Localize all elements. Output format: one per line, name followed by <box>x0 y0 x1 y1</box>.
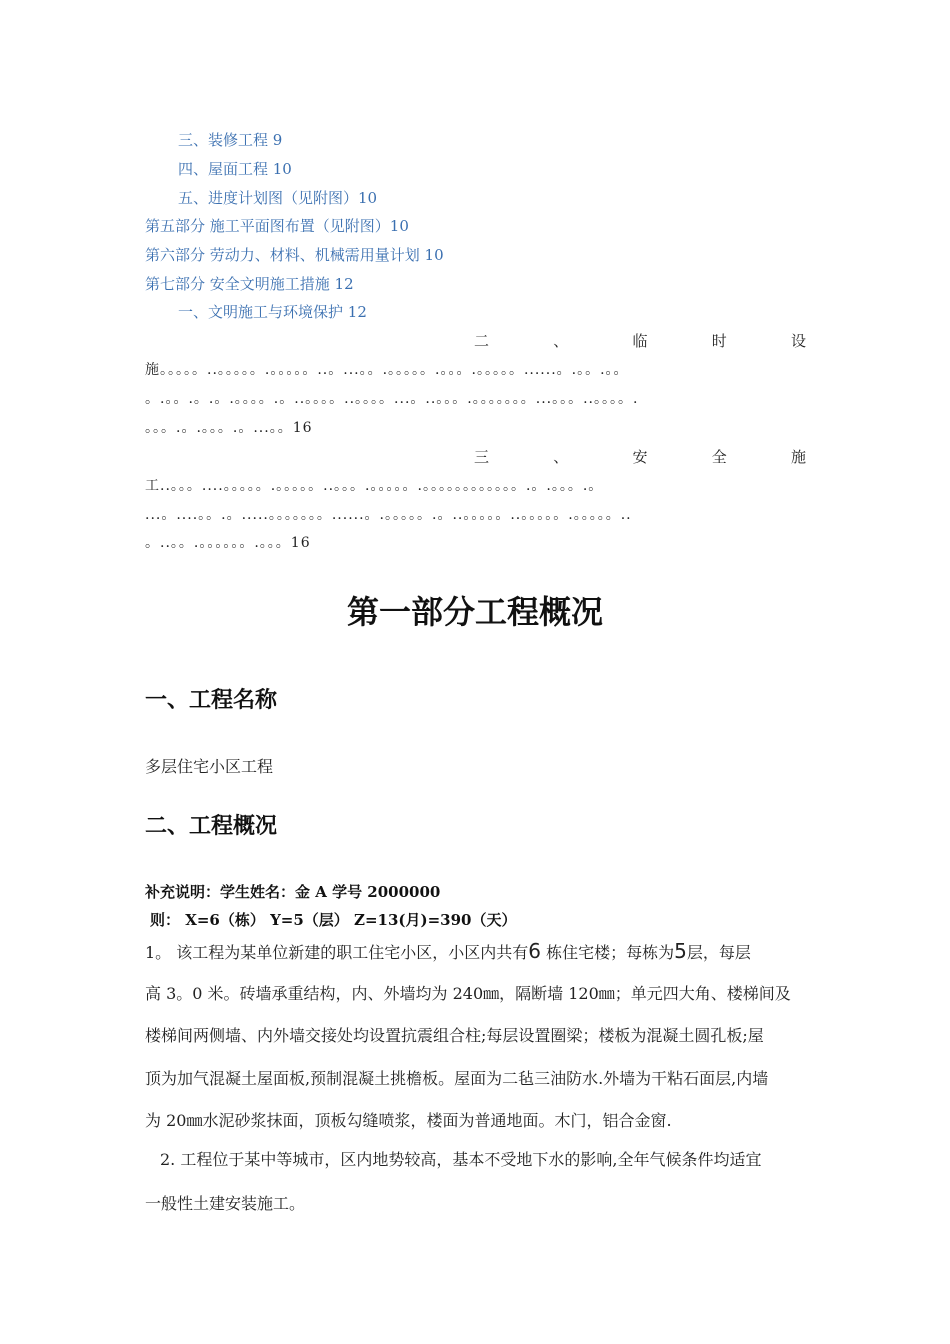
toc-char: 、 <box>553 448 569 466</box>
page-title: 第一部分工程概况 <box>346 593 603 631</box>
toc-char: 三 <box>474 448 490 466</box>
toc-dots-line: 。..。。.。。。。。。.。。。16 <box>145 535 311 551</box>
building-count: 6 <box>528 939 542 963</box>
paragraph-1-line: 顶为加气混凝土屋面板,预制混凝土挑檐板。屋面为二毡三油防水.外墙为干粘石面层,内墙 <box>145 1069 769 1088</box>
toc-item-schedule[interactable]: 五、进度计划图（见附图）10 <box>178 189 378 207</box>
paragraph-text: 1。 该工程为某单位新建的职工住宅小区，小区内共有 <box>145 943 529 962</box>
paragraph-1-line: 楼梯间两侧墙、内外墙交接处均设置抗震组合柱;每层设置圈梁；楼板为混凝土圆孔板;屋 <box>145 1026 764 1045</box>
paragraph-1-line: 为 20㎜水泥砂浆抹面，顶板勾缝喷浆，楼面为普通地面。木门，铝合金窗. <box>145 1111 672 1130</box>
toc-dots-line: 工..。。。....。。。。。.。。。。。..。。。.。。。。。.。。。。。。。。。。。。.。.。。。.。 <box>145 478 604 494</box>
variables-note: 则： X=6（栋） Y=5（层） Z=13(月)=390（天） <box>150 911 517 929</box>
toc-char: 全 <box>711 448 727 466</box>
toc-char: 施 <box>790 448 806 466</box>
toc-item-civilized[interactable]: 一、文明施工与环境保护 12 <box>178 303 367 321</box>
section-heading-project-name: 一、工程名称 <box>145 688 278 713</box>
toc-dots-line: 。.。。.。.。.。。。。.。..。。。。..。。。。...。..。。。.。。。。。。。...。。。..。。。。. <box>145 391 639 407</box>
toc-item-decoration[interactable]: 三、装修工程 9 <box>178 131 283 149</box>
toc-entry-heading-spread <box>474 447 806 467</box>
supplement-note: 补充说明：学生姓名：金 A 学号 2000000 <box>145 883 441 901</box>
paragraph-text: 栋住宅楼；每栋为 <box>541 943 675 962</box>
toc-char: 、 <box>553 332 569 350</box>
toc-dots-line: 施。。。。。..。。。。。.。。。。。..。...。。.。。。。。.。。。.。。。。。......。.。。.。。 <box>145 362 629 378</box>
toc-entry-safe-construction[interactable] <box>0 447 950 467</box>
toc-item-part7[interactable]: 第七部分 安全文明施工措施 12 <box>145 275 354 293</box>
paragraph-1-line <box>145 937 807 967</box>
toc-item-part5[interactable]: 第五部分 施工平面图布置（见附图）10 <box>145 217 409 235</box>
toc-char: 时 <box>711 332 727 350</box>
section-heading-overview: 二、工程概况 <box>145 814 278 839</box>
toc-char: 临 <box>632 332 648 350</box>
toc-entry-heading-spread <box>474 331 806 351</box>
floor-count: 5 <box>674 939 687 963</box>
toc-dots-line: 。。。.。.。。。.。...。。16 <box>145 420 313 436</box>
paragraph-2-line: 2. 工程位于某中等城市，区内地势较高，基本不受地下水的影响,全年气候条件均适宜 <box>160 1150 762 1169</box>
toc-char: 安 <box>632 448 648 466</box>
toc-item-roofing[interactable]: 四、屋面工程 10 <box>178 160 292 178</box>
paragraph-2-line: 一般性土建安装施工。 <box>145 1194 306 1213</box>
paragraph-text: 层，每层 <box>686 943 751 962</box>
toc-item-part6[interactable]: 第六部分 劳动力、材料、机械需用量计划 10 <box>145 246 444 264</box>
toc-entry-temporary-facilities[interactable] <box>0 331 950 351</box>
toc-char: 二 <box>474 332 490 350</box>
toc-dots-line: ...。....。。.。.....。。。。。。。......。.。。。。。.。..。。。。。..。。。。。.。。。。。.. <box>145 507 632 523</box>
paragraph-1-line: 高 3。0 米。砖墙承重结构，内、外墙均为 240㎜，隔断墙 120㎜；单元四大角、楼梯间及 <box>145 984 791 1003</box>
project-name-text: 多层住宅小区工程 <box>145 757 274 776</box>
toc-char: 设 <box>790 332 806 350</box>
